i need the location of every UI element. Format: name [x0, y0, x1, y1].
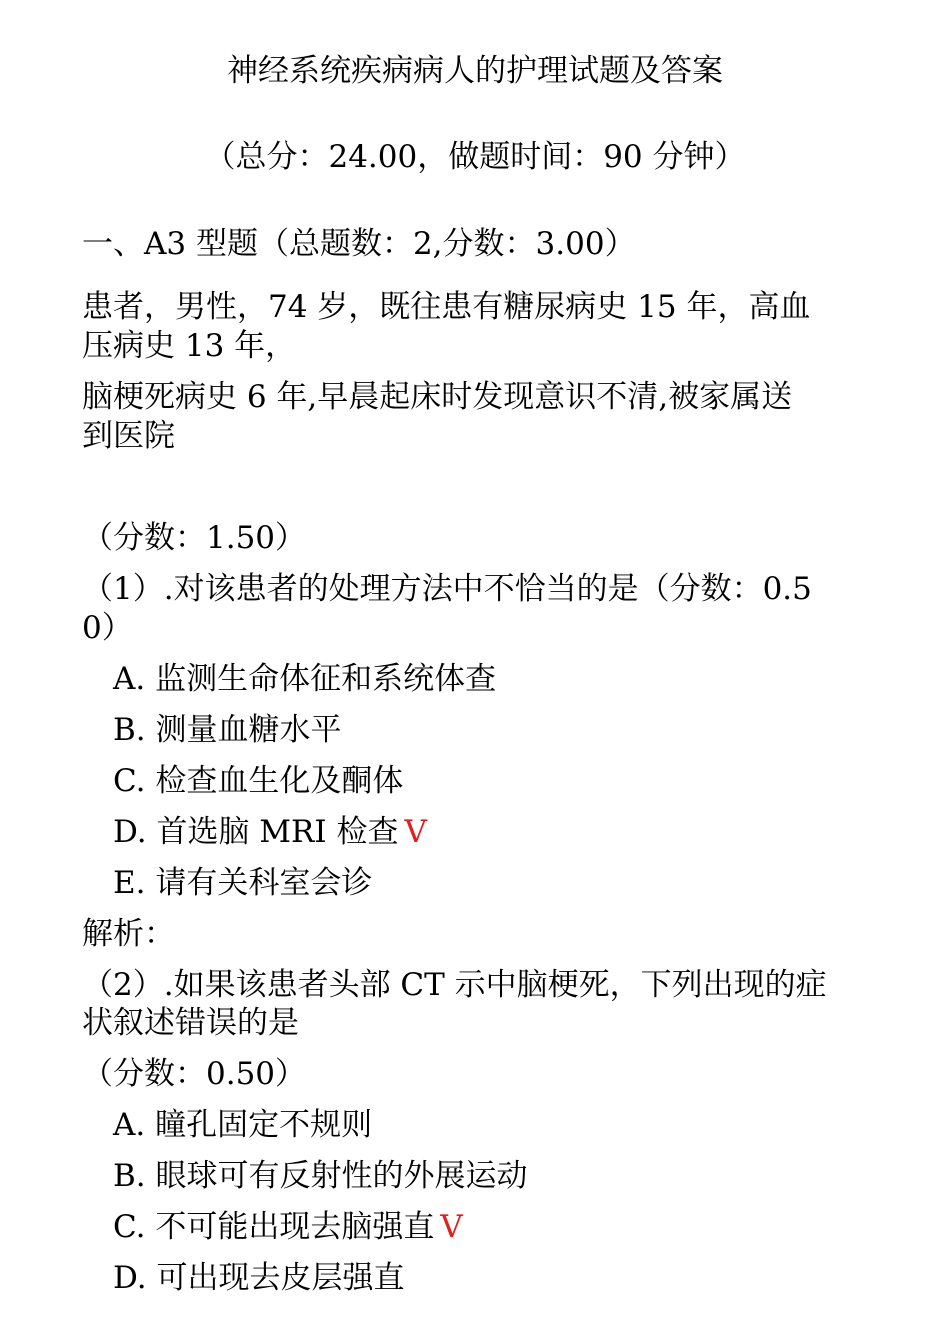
option-label: D. 首选脑 MRI 检查 — [113, 814, 399, 850]
question-2-stem-cont: 状叙述错误的是 — [82, 1005, 299, 1041]
case-text-line: 到医院 — [82, 418, 175, 454]
correct-answer-mark: V — [404, 814, 427, 850]
option-label: A. 瞳孔固定不规则 — [113, 1107, 373, 1143]
option-label: C. 不可能出现去脑强直 — [113, 1209, 435, 1245]
question-1-option-b — [113, 711, 342, 749]
question-1-option-d — [113, 813, 427, 851]
question-1-option-e — [113, 864, 372, 902]
document-title: 神经系统疾病病人的护理试题及答案 — [227, 53, 723, 89]
question-1-option-c — [113, 762, 403, 800]
question-1-option-a — [113, 660, 496, 698]
question-2-option-c — [113, 1208, 463, 1246]
analysis-label: 解析： — [82, 916, 175, 952]
correct-answer-mark: V — [440, 1209, 463, 1245]
group-score: （分数：1.50） — [82, 520, 307, 556]
case-text-line: 压病史 13 年， — [82, 328, 297, 364]
question-1-stem-cont: 0） — [82, 610, 133, 646]
question-2-stem: （2）.如果该患者头部 CT 示中脑梗死，下列出现的症 — [82, 967, 827, 1003]
option-label: A. 监测生命体征和系统体查 — [113, 661, 497, 697]
question-2-score: （分数：0.50） — [82, 1056, 307, 1092]
question-2-option-b — [113, 1157, 528, 1195]
option-label: B. 眼球可有反射性的外展运动 — [113, 1158, 528, 1194]
question-2-option-a — [113, 1106, 372, 1144]
question-1-stem: （1）.对该患者的处理方法中不恰当的是（分数：0.5 — [82, 571, 812, 607]
option-label: C. 检查血生化及酮体 — [113, 763, 404, 799]
case-text-line: 脑梗死病史 6 年,早晨起床时发现意识不清,被家属送 — [82, 379, 793, 415]
option-label: B. 测量血糖水平 — [113, 712, 342, 748]
question-2-option-d — [113, 1259, 404, 1297]
exam-summary: （总分：24.00，做题时间：90 分钟） — [204, 139, 746, 175]
section-heading: 一、A3 型题（总题数：2,分数：3.00） — [82, 226, 636, 262]
case-text-line: 患者，男性，74 岁，既往患有糖尿病史 15 年，高血 — [82, 289, 811, 325]
option-label: E. 请有关科室会诊 — [113, 865, 373, 901]
option-label: D. 可出现去皮层强直 — [113, 1260, 405, 1296]
